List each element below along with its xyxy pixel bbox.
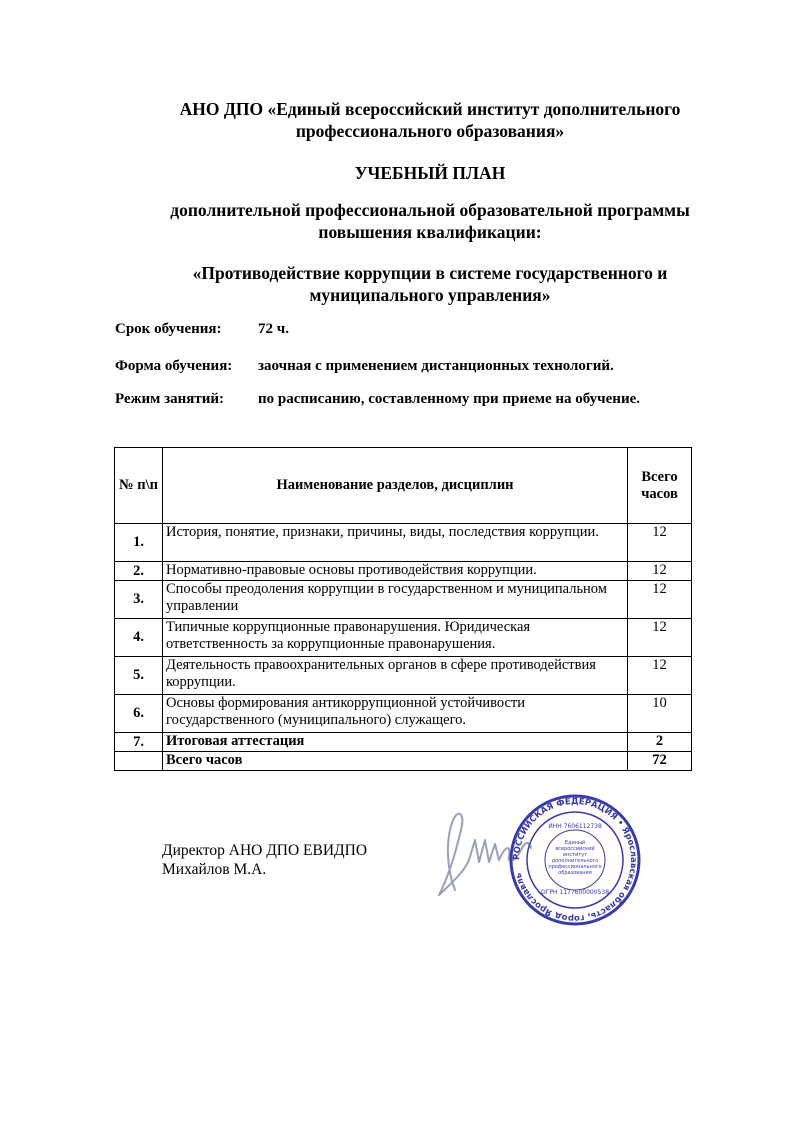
program-type-line2: повышения квалификации:: [318, 222, 542, 242]
row-num: 5.: [115, 657, 163, 695]
program-name-line1: «Противодействие коррупции в системе государственного и: [192, 263, 668, 283]
stamp-center-text: Единый всероссийский институт дополнительного профессионального образования: [548, 840, 602, 876]
form-row: [115, 358, 614, 375]
row-hours: 12: [628, 657, 692, 695]
signer-name: Михайлов М.А.: [162, 861, 267, 878]
document-title: УЧЕБНЫЙ ПЛАН: [354, 163, 506, 183]
program-type-line1: дополнительной профессиональной образовательной программы: [170, 200, 690, 220]
stamp-inn: ИНН 7606112738: [548, 823, 602, 830]
row-hours: 12: [628, 619, 692, 657]
header-hours: [628, 448, 692, 524]
program-name-line2: муниципального управления»: [309, 285, 551, 305]
table-row: [115, 524, 692, 562]
row-name: Нормативно-правовые основы противодействия коррупции.: [163, 562, 628, 581]
schedule-label: Режим занятий:: [115, 391, 225, 407]
duration-value: 72 ч.: [258, 321, 289, 337]
row-hours: 12: [628, 562, 692, 581]
organization-stamp: [505, 790, 645, 930]
table-row: [115, 657, 692, 695]
row-num: 1.: [115, 524, 163, 562]
row-name: Основы формирования антикоррупционной устойчивости государственного (муниципального) служащего.: [163, 695, 628, 733]
schedule-row: [115, 391, 640, 408]
stamp-outer-text: РОССИЙСКАЯ ФЕДЕРАЦИЯ • Ярославская область, город Ярославль: [511, 796, 639, 924]
signature-block: [162, 841, 367, 879]
schedule-value: по расписанию, составленному при приеме на обучение.: [258, 391, 640, 407]
organization-title: [100, 98, 760, 142]
final-name: Итоговая аттестация: [163, 733, 628, 752]
final-hours: 2: [628, 733, 692, 752]
curriculum-table: [114, 447, 692, 771]
program-type: [100, 199, 760, 243]
header-num: № п\п: [115, 448, 163, 524]
stamp-ogrn: ОГРН 1177600000538: [540, 889, 610, 896]
signer-position: Директор АНО ДПО ЕВИДПО: [162, 842, 368, 859]
total-name: Всего часов: [163, 752, 628, 771]
row-hours: 10: [628, 695, 692, 733]
header-name: Наименование разделов, дисциплин: [163, 448, 628, 524]
row-num: 2.: [115, 562, 163, 581]
form-value: заочная с применением дистанционных технологий.: [258, 358, 614, 374]
organization-title-line2: профессионального образования»: [295, 121, 565, 141]
total-hours: 72: [628, 752, 692, 771]
table-header-row: [115, 448, 692, 524]
row-hours: 12: [628, 581, 692, 619]
row-num: 6.: [115, 695, 163, 733]
table-row-final: [115, 733, 692, 752]
organization-title-line1: АНО ДПО «Единый всероссийский институт дополнительного: [179, 99, 681, 119]
total-num: [115, 752, 163, 771]
header-hours-line2: часов: [641, 485, 678, 502]
program-name: [110, 262, 750, 306]
table-row: [115, 619, 692, 657]
row-num: 3.: [115, 581, 163, 619]
duration-label: Срок обучения:: [115, 321, 222, 337]
table-row: [115, 581, 692, 619]
row-name: Способы преодоления коррупции в государственном и муниципальном управлении: [163, 581, 628, 619]
table-row: [115, 562, 692, 581]
row-name: Деятельность правоохранительных органов в сфере противодействия коррупции.: [163, 657, 628, 695]
table-row-total: [115, 752, 692, 771]
final-num: 7.: [115, 733, 163, 752]
header-hours-line1: Всего: [641, 468, 678, 485]
row-num: 4.: [115, 619, 163, 657]
table-row: [115, 695, 692, 733]
row-name: Типичные коррупционные правонарушения. Юридическая ответственность за коррупционные правонарушения.: [163, 619, 628, 657]
row-hours: 12: [628, 524, 692, 562]
duration-row: [115, 321, 289, 338]
row-name: История, понятие, признаки, причины, виды, последствия коррупции.: [163, 524, 628, 562]
form-label: Форма обучения:: [115, 358, 233, 374]
